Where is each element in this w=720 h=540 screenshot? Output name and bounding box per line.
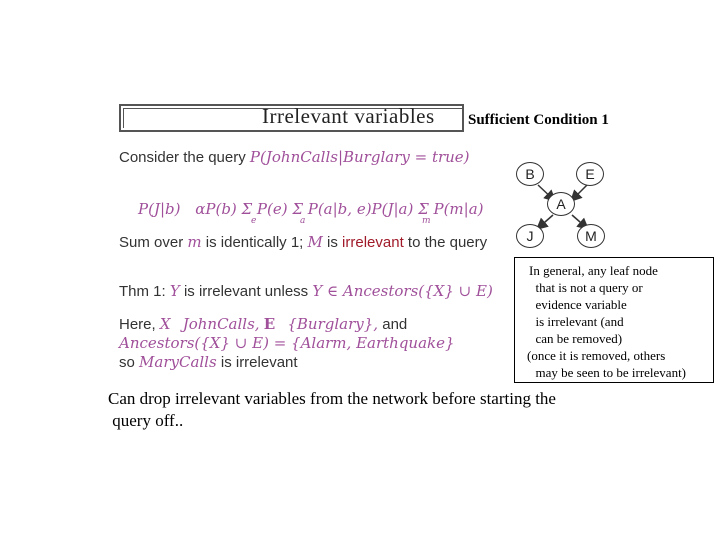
so-suffix: is irrelevant — [220, 354, 298, 371]
sum-mid: is identically 1; — [205, 234, 304, 251]
sum-line — [119, 233, 487, 251]
sum-irrelevant: irrelevant — [342, 234, 404, 251]
node-b: B — [516, 162, 544, 186]
condition-label: Sufficient Condition 1 — [468, 112, 609, 128]
note-line: evidence variable — [529, 297, 627, 312]
thm-cond: Y ∈ Ancestors({X} ∪ E) — [312, 282, 493, 300]
note-box — [514, 257, 714, 383]
so-prefix: so — [119, 354, 135, 371]
thm-mid: is irrelevant unless — [183, 283, 309, 300]
thm-prefix: Thm 1: — [119, 283, 166, 300]
here-E: E — [263, 315, 276, 333]
footer-text — [108, 388, 668, 432]
formula-sub-m: m — [422, 216, 431, 226]
note-line: that is not a query or — [529, 280, 643, 295]
consider-prefix: Consider the query — [119, 149, 246, 166]
sum-is: is — [327, 234, 338, 251]
node-e: E — [576, 162, 604, 186]
formula-sub-e: e — [251, 216, 257, 226]
so-line — [119, 353, 298, 371]
formula-sub-a: a — [300, 216, 306, 226]
note-line: (once it is removed, others — [527, 348, 666, 363]
thm-Y: Y — [169, 282, 180, 300]
here-E-val: {Burglary}, — [287, 315, 379, 333]
here-and: and — [382, 316, 408, 333]
here-X-val: JohnCalls, — [182, 315, 260, 333]
here-line — [119, 315, 407, 333]
thm-line — [119, 282, 493, 300]
ancestors-expr: Ancestors({X} ∪ E) = {Alarm, Earthquake} — [119, 334, 455, 352]
here-prefix: Here, — [119, 316, 156, 333]
sum-prefix: Sum over — [119, 234, 184, 251]
consider-query: P(JohnCalls|Burglary = true) — [249, 148, 470, 166]
node-a: A — [547, 192, 575, 216]
note-line: may be seen to be irrelevant) — [529, 365, 687, 380]
node-j: J — [516, 224, 544, 248]
note-line: can be removed) — [529, 331, 623, 346]
footer-line-1: Can drop irrelevant variables from the network before starting the — [108, 389, 556, 408]
node-m: M — [577, 224, 605, 248]
footer-line-2: query off.. — [108, 411, 184, 430]
slide-title: Irrelevant variables — [262, 104, 435, 128]
so-var: MaryCalls — [139, 353, 217, 371]
sum-var: m — [187, 233, 202, 251]
sum-suffix: to the query — [407, 234, 488, 251]
note-line: In general, any leaf node — [529, 263, 658, 278]
here-X: X — [159, 315, 171, 333]
sum-M: M — [307, 233, 323, 251]
formula-rhs: αP(b) Σ P(e) Σ P(a|b, e)P(J|a) Σ P(m|a) — [195, 200, 484, 218]
formula-lhs: P(J|b) — [138, 200, 181, 218]
note-line: is irrelevant (and — [529, 314, 624, 329]
consider-line — [119, 148, 470, 166]
formula-line — [138, 200, 484, 218]
